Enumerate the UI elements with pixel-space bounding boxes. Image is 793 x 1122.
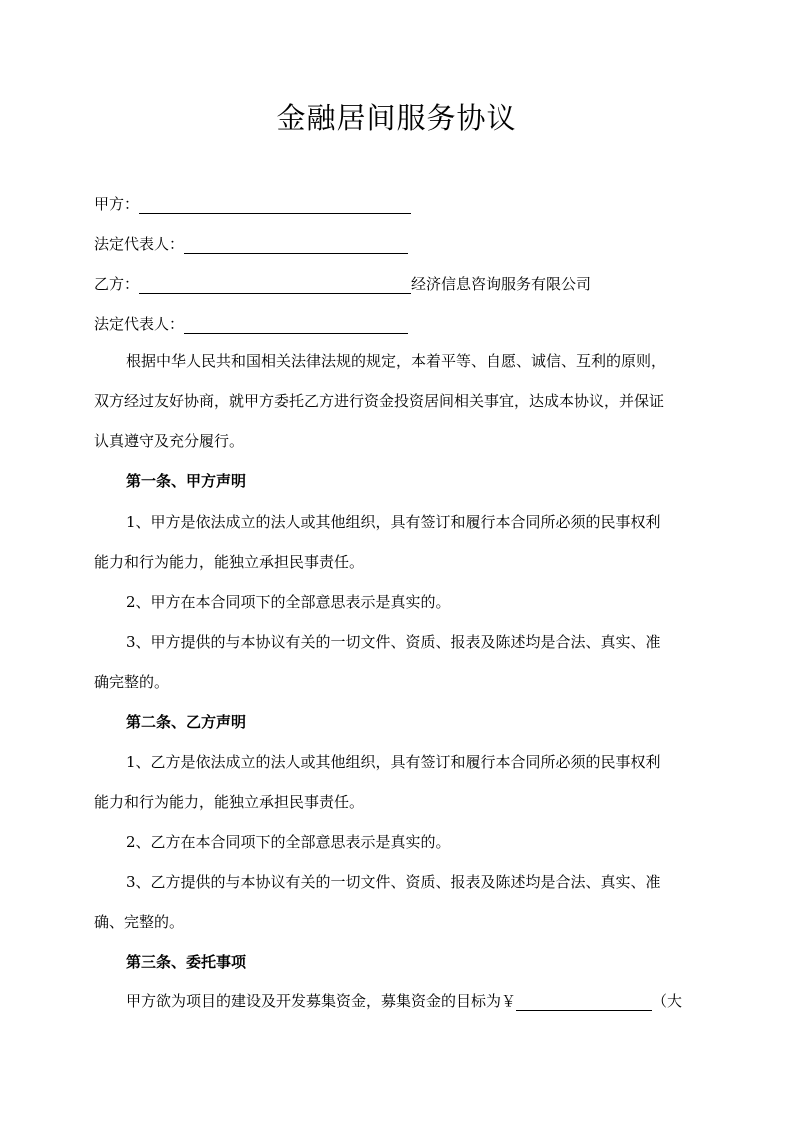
article-1-p1-line-1: 1、甲方是依法成立的法人或其他组织，具有签订和履行本合同所必须的民事权利 <box>126 513 661 531</box>
article-3-p1-prefix: 甲方欲为项目的建设及开发募集资金，募集资金的目标为￥ <box>126 992 517 1010</box>
article-2-p3-line-1: 3、乙方提供的与本协议有关的一切文件、资质、报表及陈述均是合法、真实、准 <box>126 873 661 891</box>
article-3-p1-line-1 <box>126 990 682 1011</box>
article-2-heading: 第二条、乙方声明 <box>126 713 247 731</box>
article-2-p1-line-2: 能力和行为能力，能独立承担民事责任。 <box>94 793 365 811</box>
article-3-p1-suffix: （大 <box>652 992 683 1010</box>
party-a-field <box>94 190 411 214</box>
party-a-blank <box>139 195 411 214</box>
party-b-rep-label: 法定代表人： <box>94 315 185 333</box>
article-1-p3-line-2: 确完整的。 <box>94 673 170 691</box>
article-1-p2: 2、甲方在本合同项下的全部意思表示是真实的。 <box>126 593 451 611</box>
article-1-p1-line-2: 能力和行为能力，能独立承担民事责任。 <box>94 553 365 571</box>
article-3-heading: 第三条、委托事项 <box>126 953 247 971</box>
article-1-p3-line-1: 3、甲方提供的与本协议有关的一切文件、资质、报表及陈述均是合法、真实、准 <box>126 633 661 651</box>
article-2-p3-line-2: 确、完整的。 <box>94 913 185 931</box>
funding-target-blank <box>516 992 652 1011</box>
article-1-heading: 第一条、甲方声明 <box>126 472 247 490</box>
party-b-label: 乙方： <box>94 275 140 293</box>
party-a-rep-blank <box>184 235 408 254</box>
intro-line-3: 认真遵守及充分履行。 <box>94 432 245 450</box>
article-2-p2: 2、乙方在本合同项下的全部意思表示是真实的。 <box>126 833 451 851</box>
intro-line-1: 根据中华人民共和国相关法律法规的规定，本着平等、自愿、诚信、互利的原则， <box>126 352 667 370</box>
document-title: 金融居间服务协议 <box>276 101 517 135</box>
party-b-suffix: 经济信息咨询服务有限公司 <box>411 275 592 293</box>
intro-line-2: 双方经过友好协商，就甲方委托乙方进行资金投资居间相关事宜，达成本协议，并保证 <box>94 392 665 410</box>
party-b-rep-blank <box>184 315 408 334</box>
party-a-rep-field <box>94 230 408 254</box>
party-b-rep-field <box>94 310 408 334</box>
party-a-rep-label: 法定代表人： <box>94 235 185 253</box>
party-b-blank <box>139 275 411 294</box>
party-b-field <box>94 270 591 294</box>
article-2-p1-line-1: 1、乙方是依法成立的法人或其他组织，具有签订和履行本合同所必须的民事权利 <box>126 753 661 771</box>
party-a-label: 甲方： <box>94 195 140 213</box>
